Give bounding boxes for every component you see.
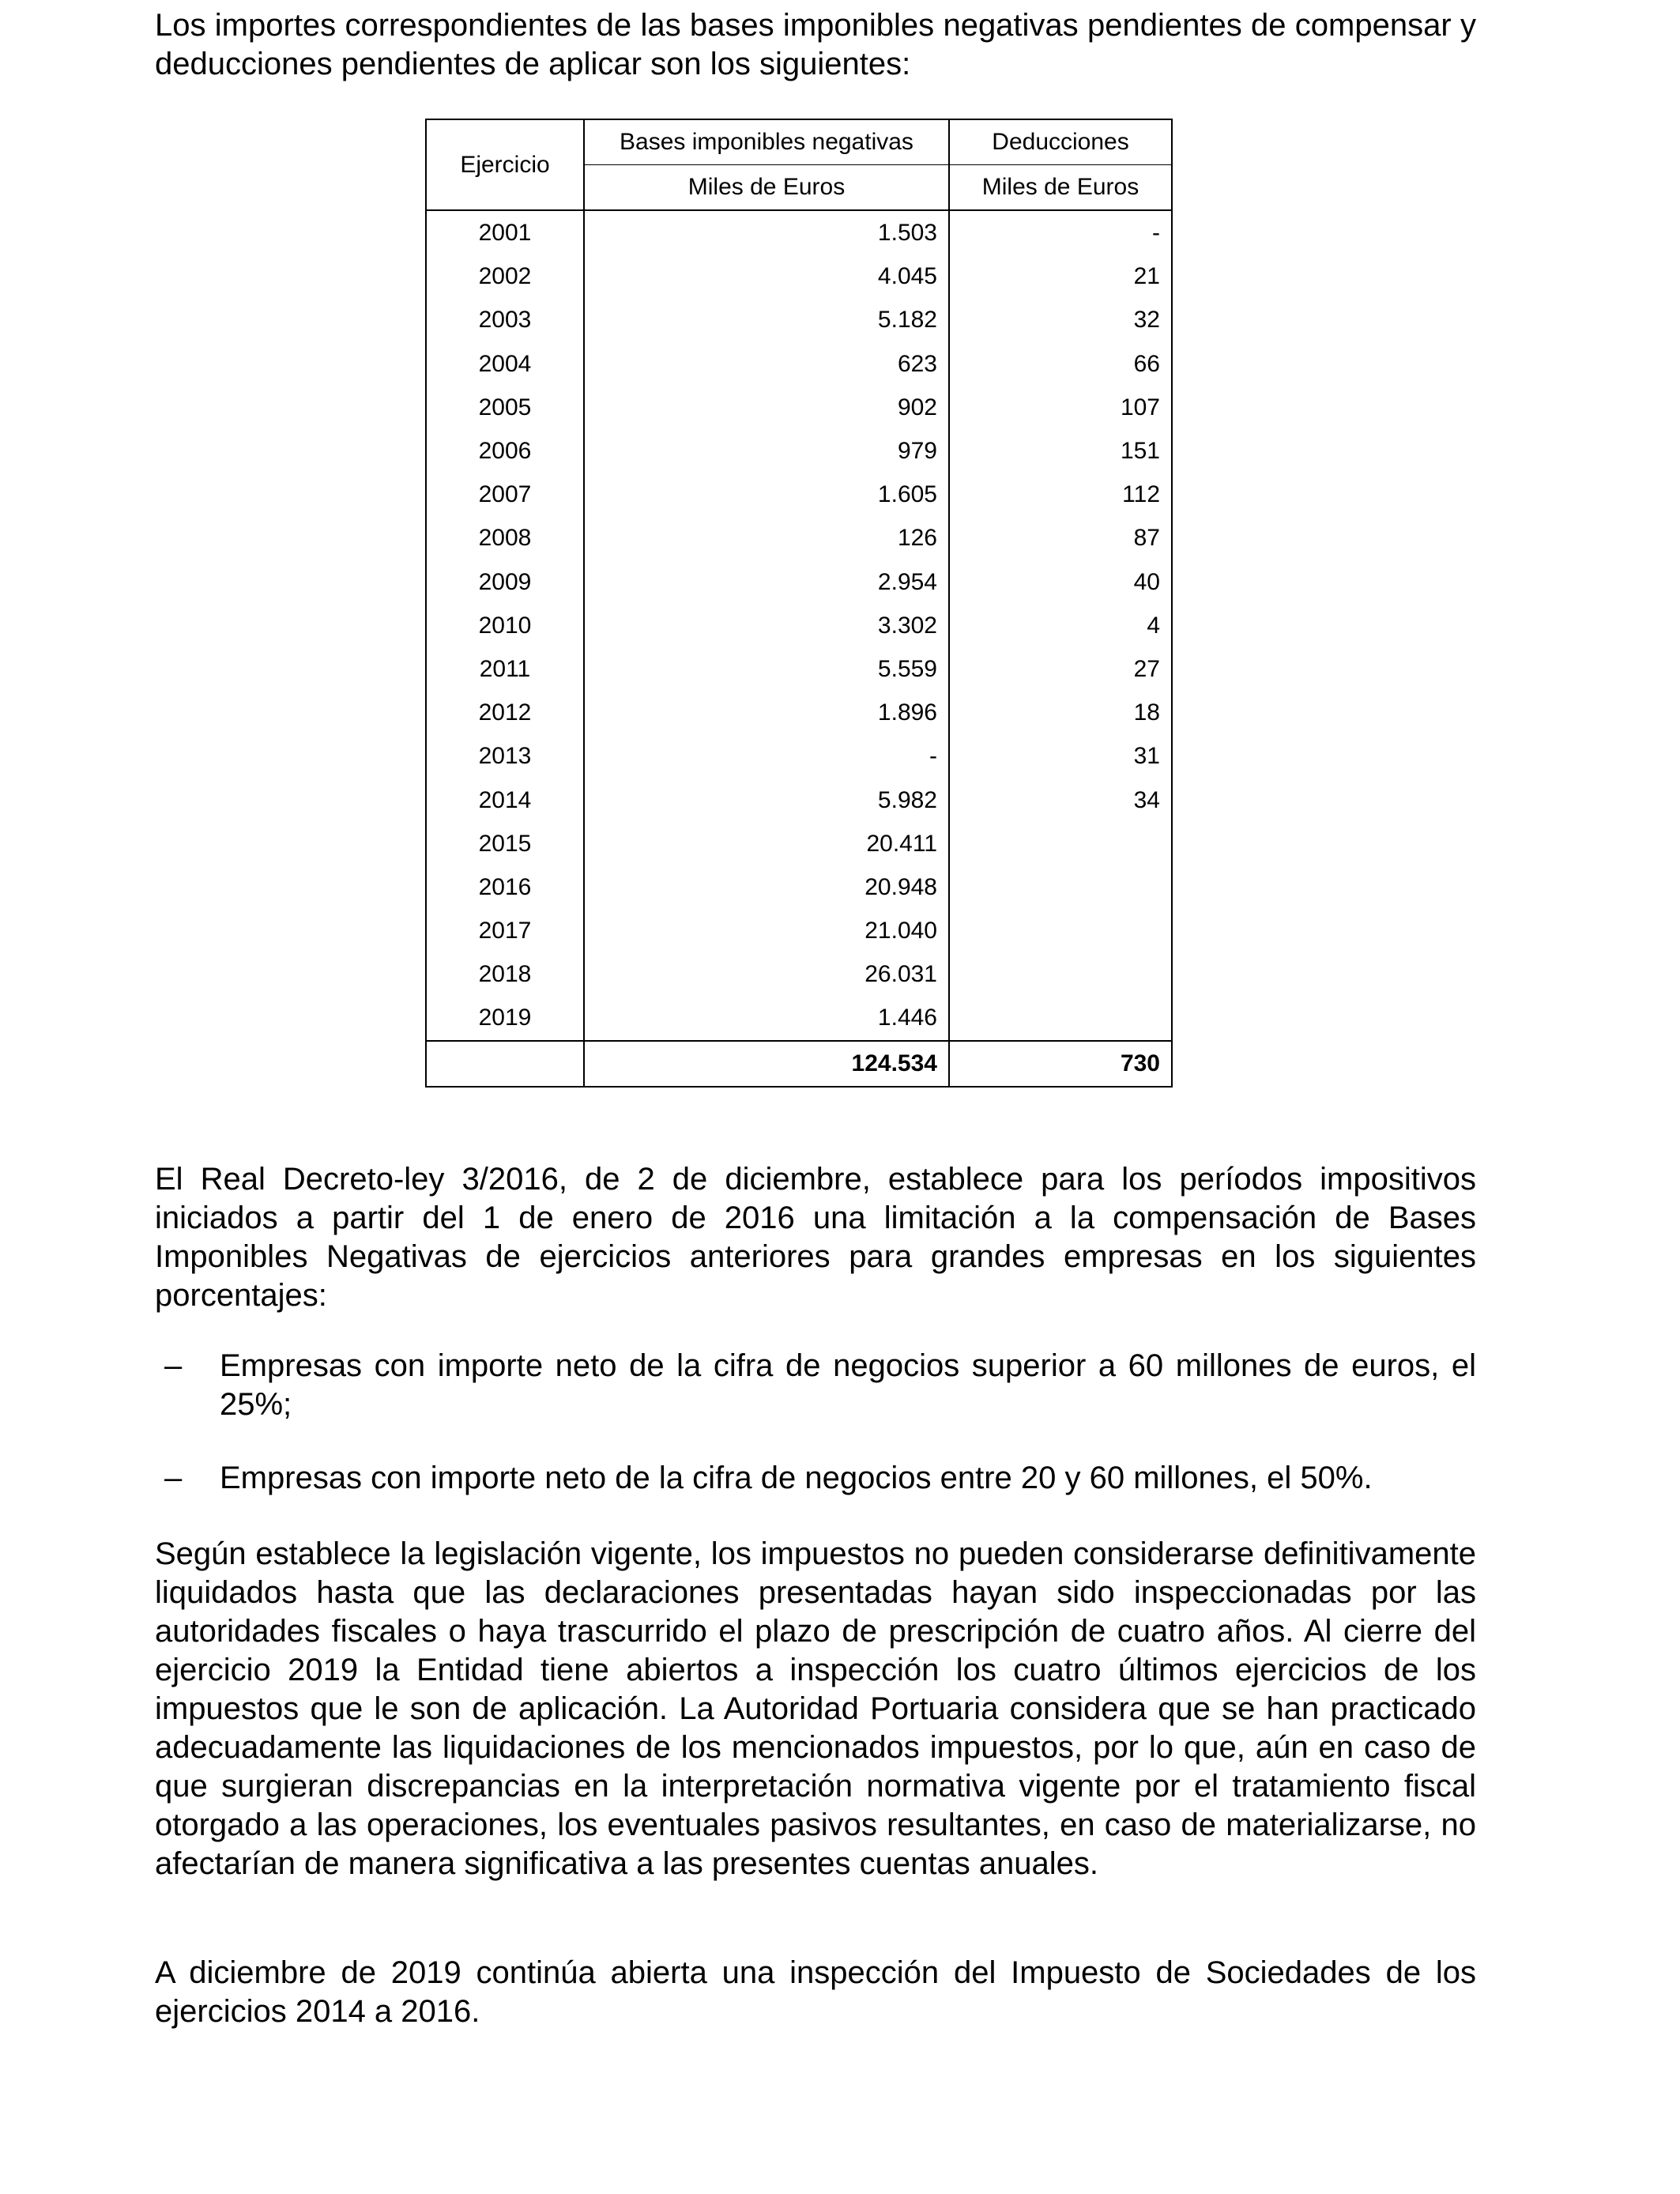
table-row bbox=[426, 516, 1172, 560]
bases-cell: 5.182 bbox=[584, 298, 949, 341]
header-bases-unit: Miles de Euros bbox=[584, 165, 949, 211]
deducciones-cell: 40 bbox=[949, 560, 1172, 604]
bases-cell: 1.503 bbox=[584, 210, 949, 254]
deducciones-cell: 87 bbox=[949, 516, 1172, 560]
year-cell: 2001 bbox=[426, 210, 584, 254]
bases-cell: 902 bbox=[584, 386, 949, 429]
table-row bbox=[426, 560, 1172, 604]
table-row bbox=[426, 691, 1172, 734]
deducciones-cell: 21 bbox=[949, 254, 1172, 298]
deducciones-cell bbox=[949, 909, 1172, 952]
bases-cell: 4.045 bbox=[584, 254, 949, 298]
deducciones-cell: 27 bbox=[949, 647, 1172, 691]
year-cell: 2007 bbox=[426, 473, 584, 516]
year-cell: 2018 bbox=[426, 952, 584, 996]
year-cell: 2015 bbox=[426, 822, 584, 865]
table-row bbox=[426, 952, 1172, 996]
tax-loss-table-container bbox=[425, 119, 1173, 1088]
bullet-item-2 bbox=[155, 1459, 1476, 1498]
table-row bbox=[426, 865, 1172, 909]
table-row bbox=[426, 604, 1172, 647]
total-label-cell bbox=[426, 1041, 584, 1087]
total-bases: 124.534 bbox=[584, 1041, 949, 1087]
year-cell: 2005 bbox=[426, 386, 584, 429]
deducciones-cell: 18 bbox=[949, 691, 1172, 734]
bases-cell: 2.954 bbox=[584, 560, 949, 604]
bases-cell: 26.031 bbox=[584, 952, 949, 996]
deducciones-cell bbox=[949, 865, 1172, 909]
bullet-item-1 bbox=[155, 1347, 1476, 1424]
bases-cell: 1.605 bbox=[584, 473, 949, 516]
tax-loss-table bbox=[425, 119, 1173, 1088]
inspection-paragraph: A diciembre de 2019 continúa abierta una inspección del Impuesto de Sociedades de los ejercicios 2014 a 2016. bbox=[155, 1955, 1476, 2029]
table-row bbox=[426, 210, 1172, 254]
bases-cell: 1.896 bbox=[584, 691, 949, 734]
year-cell: 2002 bbox=[426, 254, 584, 298]
table-body bbox=[426, 210, 1172, 1041]
year-cell: 2012 bbox=[426, 691, 584, 734]
year-cell: 2010 bbox=[426, 604, 584, 647]
bullet-dash: – bbox=[164, 1348, 183, 1383]
table-row bbox=[426, 298, 1172, 341]
deducciones-cell bbox=[949, 996, 1172, 1040]
deducciones-cell: 4 bbox=[949, 604, 1172, 647]
table-row bbox=[426, 386, 1172, 429]
year-cell: 2003 bbox=[426, 298, 584, 341]
deducciones-cell bbox=[949, 952, 1172, 996]
year-cell: 2006 bbox=[426, 429, 584, 473]
bases-cell: 1.446 bbox=[584, 996, 949, 1040]
deducciones-cell: 112 bbox=[949, 473, 1172, 516]
deducciones-cell: 66 bbox=[949, 342, 1172, 386]
deducciones-cell: 107 bbox=[949, 386, 1172, 429]
table-row bbox=[426, 734, 1172, 778]
year-cell: 2017 bbox=[426, 909, 584, 952]
table-row bbox=[426, 822, 1172, 865]
header-ejercicio: Ejercicio bbox=[426, 119, 584, 210]
bullet-text-2: Empresas con importe neto de la cifra de negocios entre 20 y 60 millones, el 50%. bbox=[220, 1461, 1373, 1495]
bases-cell: 979 bbox=[584, 429, 949, 473]
decree-paragraph: El Real Decreto-ley 3/2016, de 2 de diciembre, establece para los períodos impositivos iniciados a partir del 1 de enero de 2016 una limitación a la compensación de Bases Imponibles Negativas de ejercicios anteriores para grandes empresas en los siguientes porcentajes: bbox=[155, 1162, 1476, 1313]
header-deducciones-unit: Miles de Euros bbox=[949, 165, 1172, 211]
bases-cell: 623 bbox=[584, 342, 949, 386]
intro-paragraph: Los importes correspondientes de las bases imponibles negativas pendientes de compensar y deducciones pendientes de aplicar son los siguientes: bbox=[155, 8, 1476, 81]
bases-cell: 5.559 bbox=[584, 647, 949, 691]
bases-cell: 20.948 bbox=[584, 865, 949, 909]
table-row bbox=[426, 429, 1172, 473]
total-deducciones: 730 bbox=[949, 1041, 1172, 1087]
bases-cell: 20.411 bbox=[584, 822, 949, 865]
year-cell: 2008 bbox=[426, 516, 584, 560]
bases-cell: 3.302 bbox=[584, 604, 949, 647]
table-row bbox=[426, 647, 1172, 691]
table-row bbox=[426, 909, 1172, 952]
table-row bbox=[426, 342, 1172, 386]
bullet-dash: – bbox=[164, 1461, 183, 1495]
header-bases: Bases imponibles negativas bbox=[584, 119, 949, 165]
table-total-row bbox=[426, 1041, 1172, 1087]
bases-cell: 21.040 bbox=[584, 909, 949, 952]
year-cell: 2009 bbox=[426, 560, 584, 604]
year-cell: 2013 bbox=[426, 734, 584, 778]
table-row bbox=[426, 996, 1172, 1040]
year-cell: 2011 bbox=[426, 647, 584, 691]
table-row bbox=[426, 473, 1172, 516]
year-cell: 2019 bbox=[426, 996, 584, 1040]
year-cell: 2014 bbox=[426, 778, 584, 821]
deducciones-cell: 34 bbox=[949, 778, 1172, 821]
table-row bbox=[426, 778, 1172, 821]
deducciones-cell: 32 bbox=[949, 298, 1172, 341]
deducciones-cell: 31 bbox=[949, 734, 1172, 778]
bases-cell: - bbox=[584, 734, 949, 778]
bases-cell: 126 bbox=[584, 516, 949, 560]
bases-cell: 5.982 bbox=[584, 778, 949, 821]
table-row bbox=[426, 254, 1172, 298]
deducciones-cell bbox=[949, 822, 1172, 865]
bullet-text-1: Empresas con importe neto de la cifra de negocios superior a 60 millones de euros, el 25%; bbox=[220, 1348, 1476, 1422]
deducciones-cell: 151 bbox=[949, 429, 1172, 473]
legislation-paragraph: Según establece la legislación vigente, los impuestos no pueden considerarse definitivamente liquidados hasta que las declaraciones presentadas hayan sido inspeccionadas por las autoridades fiscales o haya trascurrido el plazo de prescripción de cuatro años. Al cierre del ejercicio 2019 la Entidad tiene abiertos a inspección los cuatro últimos ejercicios de los impuestos que le son de aplicación. La Autoridad Portuaria considera que se han practicado adecuadamente las liquidaciones de los mencionados impuestos, por lo que, aún en caso de que surgieran discrepancias en la interpretación normativa vigente por el tratamiento fiscal otorgado a las operaciones, los eventuales pasivos resultantes, en caso de materializarse, no afectarían de manera significativa a las presentes cuentas anuales. bbox=[155, 1536, 1476, 1881]
deducciones-cell: - bbox=[949, 210, 1172, 254]
year-cell: 2016 bbox=[426, 865, 584, 909]
year-cell: 2004 bbox=[426, 342, 584, 386]
header-deducciones: Deducciones bbox=[949, 119, 1172, 165]
